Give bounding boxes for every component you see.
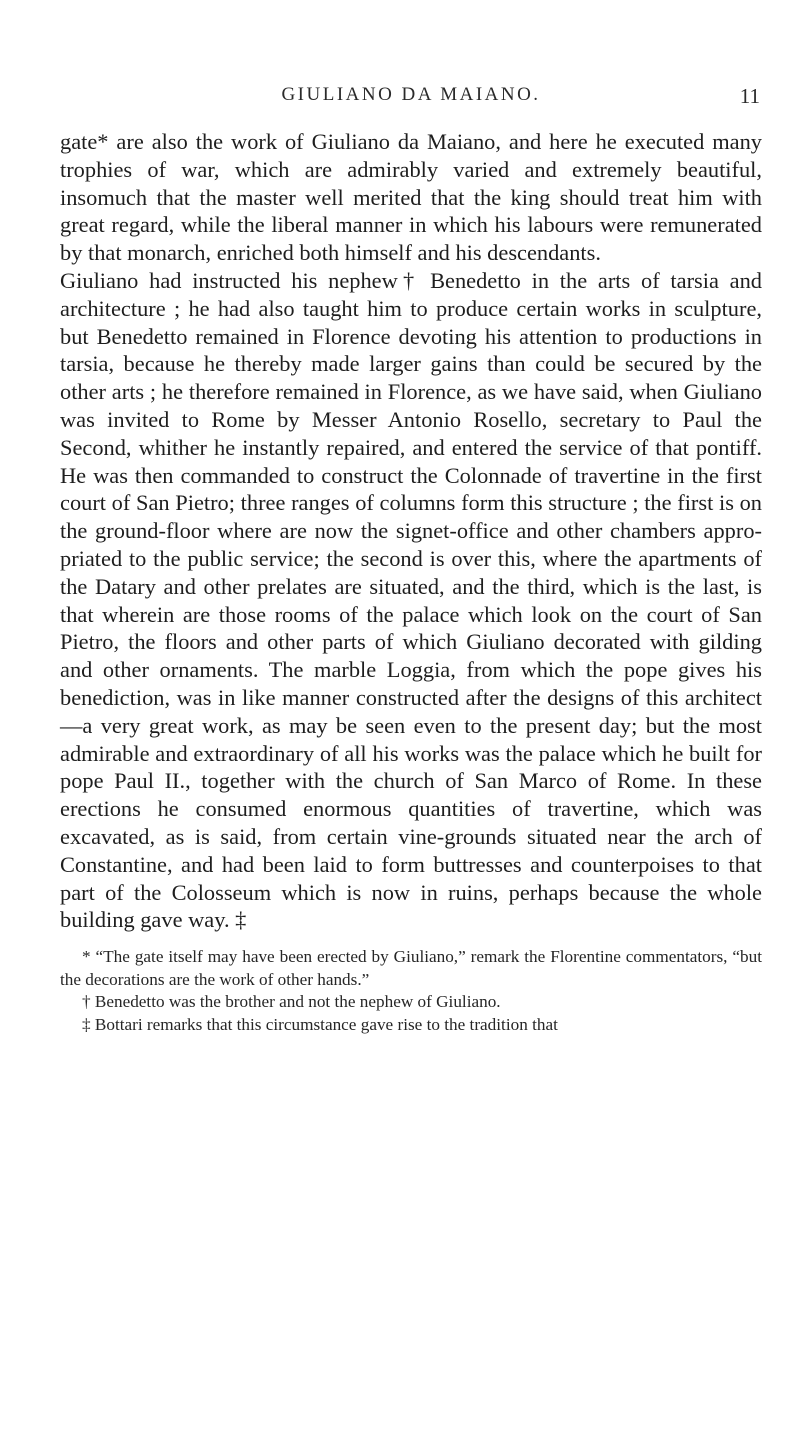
page-number: 11 <box>739 84 760 108</box>
running-head <box>60 84 762 118</box>
running-title: GIULIANO DA MAIANO. <box>281 84 541 105</box>
footnote-asterisk: * “The gate itself may have been erected by Giuliano,” remark the Florentine commentators, “but the decorations are the work of other hands.” <box>60 947 762 989</box>
footnote-dagger: † Benedetto was the brother and not the nephew of Giuliano. <box>82 992 501 1012</box>
book-page <box>60 84 762 1036</box>
body-text <box>60 128 762 934</box>
paragraph: Giuliano had instructed his nephew† Benedetto in the arts of tarsia and architecture ; he had also taught him to produce certain works in sculpture, but Benedetto remained in Florence devoting his attention to productions in tarsia, because he thereby made larger gains than could be secured by the other arts ; he therefore remained in Florence, as we have said, when Giuliano was invited to Rome by Messer Antonio Rosello, secretary to Paul the Second, whither he instantly repaired, and entered the service of that pontiff. He was then commanded to construct the Colonnade of travertine in the first court of San Pietro; three ranges of columns form this structure ; the first is on the ground-floor where are now the signet-office and other chambers appropriated to the public service; the second is over this, where the apartments of the Datary and other prelates are situated, and the third, which is the last, is that wherein are those rooms of the palace which look on the court of San Pietro, the floors and other parts of which Giuliano decorated with gilding and other ornaments. The marble Loggia, from which the pope gives his benediction, was in like manner constructed after the designs of this architect—a very great work, as may be seen even to the present day; but the most admirable and extraordinary of all his works was the palace which he built for pope Paul II., together with the church of San Marco of Rome. In these erections he consumed enormous quantities of travertine, which was excavated, as is said, from certain vine-grounds situated near the arch of Constantine, and had been laid to form buttresses and counterpoises to that part of the Colosseum which is now in ruins, perhaps because the whole building gave way. ‡ <box>60 267 762 933</box>
paragraph-continuation: gate* are also the work of Giuliano da Maiano, and here he executed many trophies of war, which are admirably varied and extremely beautiful, insomuch that the master well merited that the king should treat him with great regard, while the liberal manner in which his labours were remunerated by that monarch, enriched both himself and his descendants. <box>60 129 762 266</box>
footnote-double-dagger: ‡ Bottari remarks that this circumstance gave rise to the tradition that <box>82 1014 558 1034</box>
footnotes <box>60 946 762 1036</box>
